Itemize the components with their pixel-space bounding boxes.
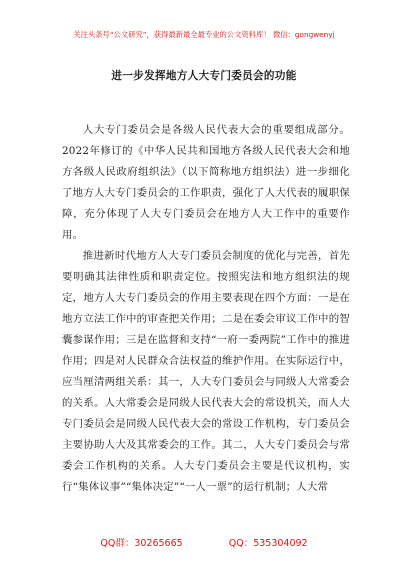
footer-contact: [0, 535, 408, 549]
document-body: [62, 120, 350, 498]
document-title: 进一步发挥地方人大专门委员会的功能: [111, 70, 297, 82]
top-banner: [0, 0, 408, 78]
promo-banner-text: 关注头条号“公文研究”，获得最新最全最专业的公文资料库！ 微信：gongwenyj: [73, 30, 335, 39]
qq-number-text: QQ：535304092: [228, 538, 308, 549]
qq-group-text: QQ群：30265665: [100, 538, 183, 549]
paragraph: 推进新时代地方人大专门委员会制度的优化与完善，首先要明确其法律性质和职责定位。按照宪法和地方组织法的规定，地方人大专门委员会的作用主要表现在四个方面：一是在地方立法工作中的审查把关作用；二是在委会审议工作中的智囊参谋作用；三是在监督和支持“一府一委两院”工作中的推进作用；四是对人民群众合法权益的维护作用。在实际运行中，应当厘清两组关系：其一，人大专门委员会与同级人大常委会的关系。人大常委会是同级人民代表大会的常设机关，而人大专门委员会是同级人民代表大会的常设工作机构，专门委员会主要协助人大及其常委会的工作。其二，人大专门委员会与常委会工作机构的关系。人大专门委员会主要是代议机构，实行“集体议事”“集体决定”“一人一票”的运行机制；人大常: [62, 250, 350, 493]
paragraph: 人大专门委员会是各级人民代表大会的重要组成部分。2022年修订的《中华人民共和国地方各级人民代表大会和地方各级人民政府组织法》（以下简称地方组织法）进一步细化了地方人大专门委员会的工作职责，强化了人大代表的履职保障，充分体现了人大专门委员会在地方人大工作中的重要作用。: [62, 124, 350, 241]
